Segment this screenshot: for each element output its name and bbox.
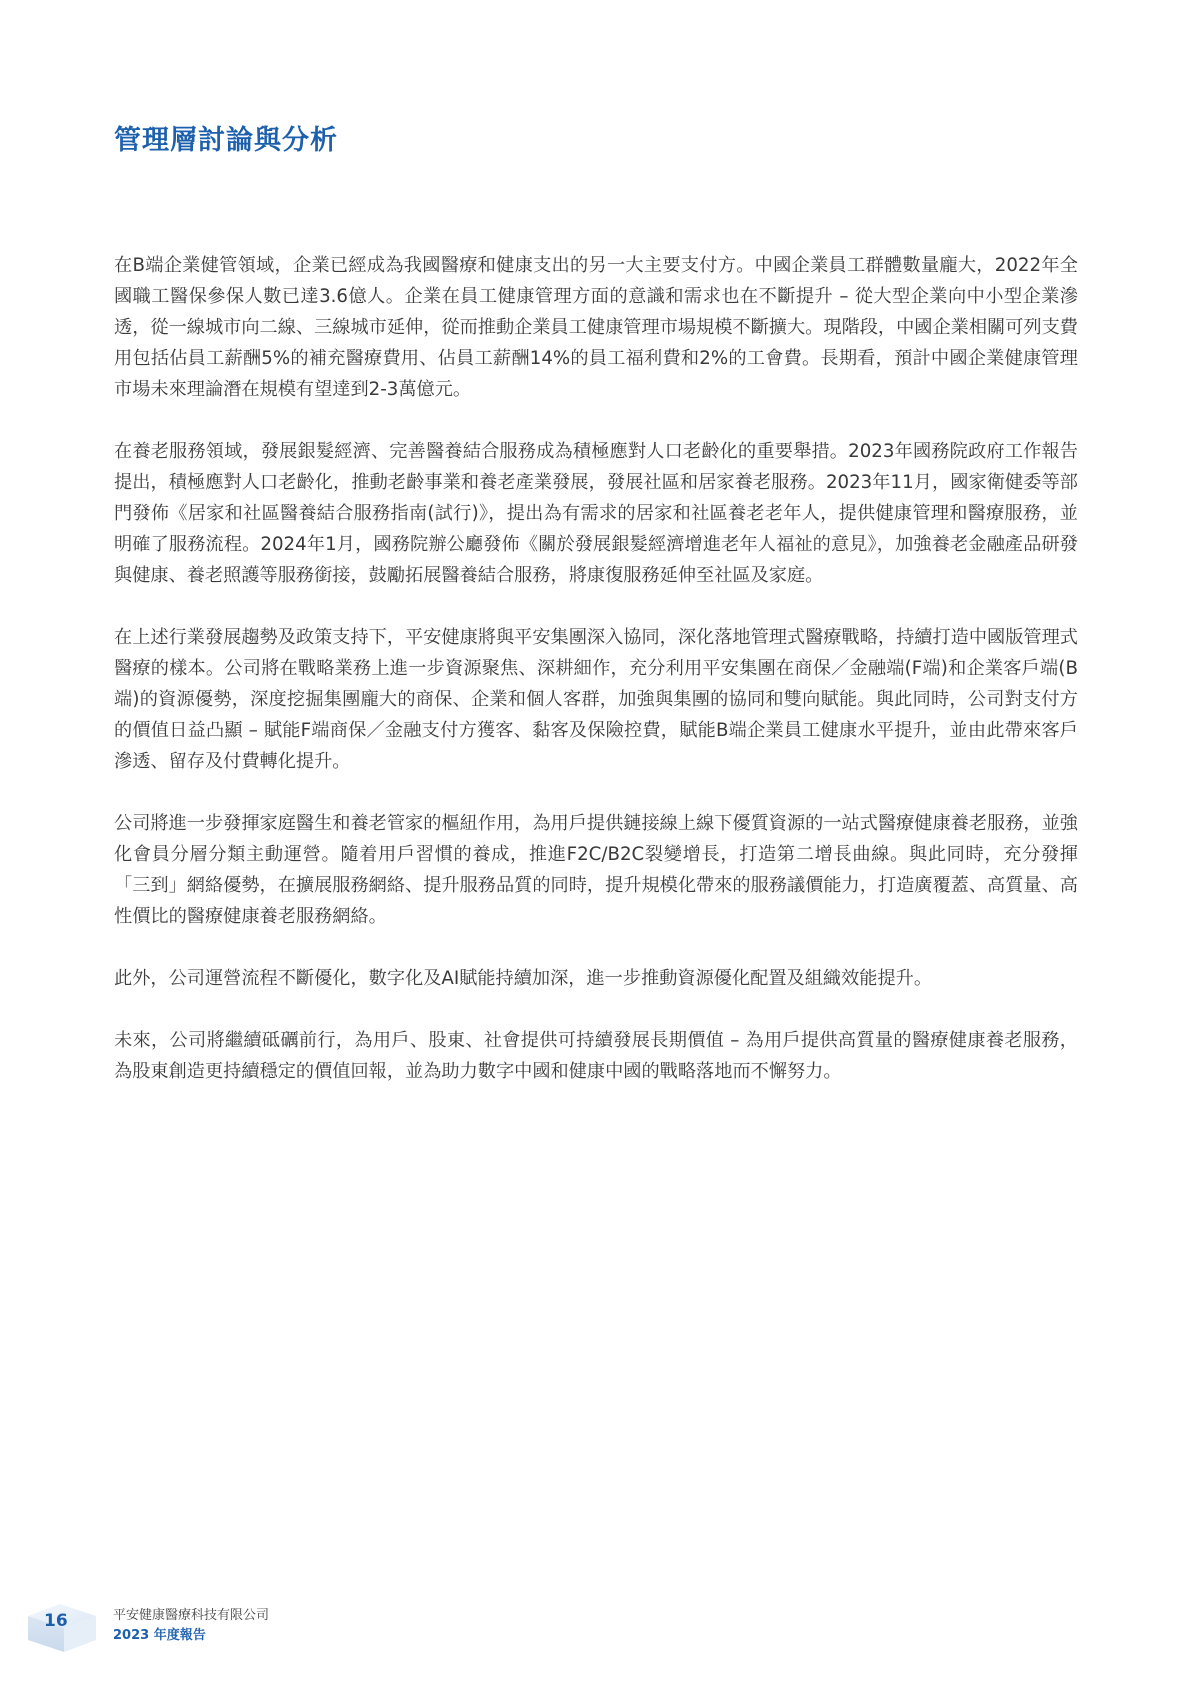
paragraph-outlook: 未來，公司將繼續砥礪前行，為用戶、股東、社會提供可持續發展長期價值 – 為用戶提供高質量的醫療健康養老服務，為股東創造更持續穩定的價值回報，並為助力數字中國和健康中國的戰略落地而不懈努力。 (114, 1030, 1078, 1082)
paragraph-family-doctor: 公司將進一步發揮家庭醫生和養老管家的樞紐作用，為用戶提供鏈接線上線下優質資源的一站式醫療健康養老服務，並強化會員分層分類主動運營。隨着用戶習慣的養成，推進F2C/B2C裂變增長，打造第二增長曲線。與此同時，充分發揮「三到」網絡優勢，在擴展服務網絡、提升服務品質的同時，提升規模化帶來的服務議價能力，打造廣覆蓋、高質量、高性價比的醫療健康養老服務網絡。 (114, 813, 1078, 927)
footer-company-name: 平安健康醫療科技有限公司 (113, 1608, 270, 1623)
paragraph-operations: 此外，公司運營流程不斷優化，數字化及AI賦能持續加深，進一步推動資源優化配置及組織效能提升。 (114, 968, 933, 989)
paragraph-group-synergy: 在上述行業發展趨勢及政策支持下，平安健康將與平安集團深入協同，深化落地管理式醫療戰略，持續打造中國版管理式醫療的樣本。公司將在戰略業務上進一步資源聚焦、深耕細作，充分利用平安集團在商保／金融端(F端)和企業客戶端(B端)的資源優勢，深度挖掘集團龐大的商保、企業和個人客群，加強與集團的協同和雙向賦能。與此同時，公司對支付方的價值日益凸顯 – 賦能F端商保／金融支付方獲客、黏客及保險控費，賦能B端企業員工健康水平提升，並由此帶來客戶滲透、留存及付費轉化提升。 (114, 627, 1078, 772)
page-number: 16 (44, 1611, 68, 1631)
paragraph-b-end-enterprise: 在B端企業健管領域，企業已經成為我國醫療和健康支出的另一大主要支付方。中國企業員工群體數量龐大，2022年全國職工醫保參保人數已達3.6億人。企業在員工健康管理方面的意識和需求也在不斷提升 – 從大型企業向中小型企業滲透，從一線城市向二線、三線城市延伸，從而推動企業員工健康管理市場規模不斷擴大。現階段，中國企業相關可列支費用包括佔員工薪酬5%的補充醫療費用、佔員工薪酬14%的員工福利費和2%的工會費。長期看，預計中國企業健康管理市場未來理論潛在規模有望達到2-3萬億元。 (114, 255, 1078, 400)
body-text (114, 250, 1078, 1118)
page-footer (0, 1590, 400, 1670)
footer-report-title: 2023 年度報告 (113, 1628, 206, 1643)
paragraph-elderly-care: 在養老服務領域，發展銀髮經濟、完善醫養結合服務成為積極應對人口老齡化的重要舉措。2023年國務院政府工作報告提出，積極應對人口老齡化，推動老齡事業和養老產業發展，發展社區和居家養老服務。2023年11月，國家衛健委等部門發佈《居家和社區醫養結合服務指南(試行)》，提出為有需求的居家和社區養老老年人，提供健康管理和醫療服務，並明確了服務流程。2024年1月，國務院辦公廳發佈《關於發展銀髮經濟增進老年人福祉的意見》，加強養老金融產品研發與健康、養老照護等服務銜接，鼓勵拓展醫養結合服務，將康復服務延伸至社區及家庭。 (114, 441, 1078, 586)
page-title: 管理層討論與分析 (114, 125, 338, 156)
